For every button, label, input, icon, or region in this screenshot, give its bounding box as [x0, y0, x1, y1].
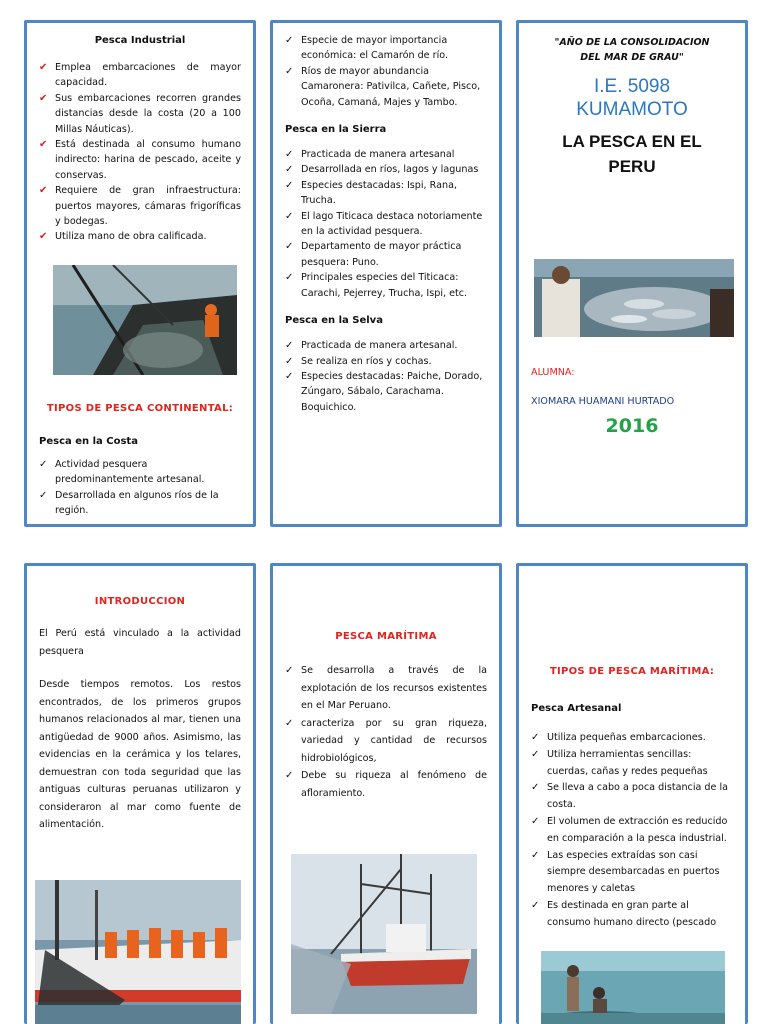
tipos-pesca-maritima-title: TIPOS DE PESCA MARÍTIMA: [549, 666, 715, 677]
student-label: ALUMNA: [531, 367, 575, 378]
check-icon: ✓ [285, 241, 294, 253]
check-icon: ✓ [531, 815, 540, 827]
list-item: ✓ Ríos de mayor abundancia Camaronera: Pativilca, Cañete, Pisco, Ocoña, Camaná, Majes y Tambo. [285, 65, 481, 108]
list-item: ✓ caracteriza por su gran riqueza, variedad y cantidad de recursos hidrobiológicos, [285, 715, 487, 768]
pesca-industrial-list [39, 60, 241, 245]
panel-tipos-pesca-maritima [516, 563, 748, 1024]
check-icon: ✓ [285, 340, 294, 352]
list-item: ✓ El lago Titicaca destaca notoriamente en la actividad pesquera. [285, 210, 483, 238]
check-icon: ✓ [531, 782, 540, 794]
brochure-title-line-1: LA PESCA EN EL [562, 132, 702, 151]
red-check-icon: ✔ [39, 139, 48, 151]
panel-pesca-sierra-selva [270, 20, 502, 527]
list-item: ✓ Principales especies del Titicaca: Carachi, Pejerrey, Trucha, Ispi, etc. [285, 272, 468, 299]
fishing-boat-crew-photo [35, 880, 241, 1024]
list-item: ✓ Especie de mayor importancia económica: el Camarón de río. [285, 35, 448, 62]
check-icon: ✓ [531, 849, 540, 861]
list-item: ✔ Está destinada al consumo humano indirecto: harina de pescado, aceite y conservas. [39, 139, 241, 181]
student-name: XIOMARA HUAMANI HURTADO [531, 396, 675, 407]
list-item: ✓ Debe su riqueza al fenómeno de afloramiento. [285, 767, 487, 802]
pesca-costa-list [39, 457, 241, 519]
year-label: 2016 [605, 415, 659, 437]
pesca-sierra-heading: Pesca en la Sierra [285, 124, 387, 136]
pesca-maritima-heading: PESCA MARÍTIMA [335, 631, 437, 642]
red-check-icon: ✔ [39, 62, 48, 73]
intro-paragraph-2: Desde tiempos remotos. Los restos encontrados, de los primeros grupos humanos relacionados al mar, tienen una antigüedad de 9000 años. Asimismo, las evidencias en la cerámica y los telares, demuestran con toda seguridad que las antiguas culturas peruanas utilizaron y consideraron al mar como fuente de alimentación. [39, 679, 241, 830]
check-icon: ✓ [285, 355, 294, 367]
check-icon: ✓ [285, 65, 294, 77]
list-item: ✓ Las especies extraídas son casi siempre desembarcadas en puertos menores y caletas [531, 849, 720, 895]
industrial-fishing-photo [53, 265, 237, 375]
list-item: ✓ El volumen de extracción es reducido en comparación a la pesca industrial. [531, 815, 728, 844]
list-item: ✓ Es destinada en gran parte al consumo humano directo (pescado [531, 899, 717, 928]
check-icon: ✓ [285, 665, 294, 676]
check-icon: ✓ [285, 179, 294, 191]
list-item: ✓ Especies destacadas: Paiche, Dorado, Zúngaro, Sábalo, Carachama. Boquichico. [285, 370, 483, 413]
list-item: ✓ Departamento de mayor práctica pesquera: Puno. [285, 241, 462, 268]
panel-pesca-industrial [24, 20, 256, 527]
pesca-artesanal-heading: Pesca Artesanal [531, 703, 622, 714]
artisanal-fishing-photo [541, 951, 725, 1024]
list-item: ✓ Desarrollada en ríos, lagos y lagunas [285, 162, 487, 177]
panel-cover [516, 20, 748, 527]
list-item: ✓ Se realiza en ríos y cochas. [285, 354, 487, 369]
check-icon: ✓ [285, 717, 294, 729]
check-icon: ✓ [285, 770, 294, 781]
pesca-selva-heading: Pesca en la Selva [285, 315, 383, 327]
check-icon: ✓ [285, 370, 294, 382]
list-item: ✓ Practicada de manera artesanal [285, 147, 487, 162]
tipos-pesca-continental-title: TIPOS DE PESCA CONTINENTAL: [46, 403, 234, 414]
check-icon: ✓ [285, 272, 294, 284]
red-check-icon: ✔ [39, 231, 48, 243]
list-item: ✔ Requiere de gran infraestructura: puertos mayores, cámaras frigoríficas y bodegas. [39, 185, 241, 228]
check-icon: ✓ [285, 164, 294, 176]
motto-line-1: "AÑO DE LA CONSOLIDACION [554, 37, 710, 48]
pesca-industrial-heading: Pesca Industrial [94, 35, 186, 46]
camaron-list [285, 33, 487, 110]
school-name-line-2: KUMAMOTO [576, 99, 688, 120]
check-icon: ✓ [531, 899, 540, 911]
pesca-sierra-list [285, 147, 487, 301]
list-item: ✓ Utiliza herramientas sencillas: cuerdas, cañas y redes pequeñas [531, 748, 708, 777]
pesca-selva-list [285, 338, 487, 415]
intro-paragraph-1: El Perú está vinculado a la actividad pesquera [39, 628, 241, 657]
school-name-line-1: I.E. 5098 [593, 76, 671, 97]
pesca-costa-heading: Pesca en la Costa [39, 436, 138, 447]
list-item: ✓ Desarrollada en algunos ríos de la región. [39, 489, 219, 517]
list-item: ✓ Utiliza pequeñas embarcaciones. [531, 730, 733, 747]
list-item: ✓ Se lleva a cabo a poca distancia de la costa. [531, 782, 728, 811]
pesca-artesanal-list [531, 730, 733, 932]
motto-line-2: DEL MAR DE GRAU" [580, 52, 684, 63]
red-check-icon: ✔ [39, 185, 48, 197]
list-item: ✓ Especies destacadas: Ispi, Rana, Trucha. [285, 179, 458, 207]
list-item: ✓ Actividad pesquera predominantemente artesanal. [39, 459, 205, 486]
check-icon: ✓ [285, 210, 294, 222]
list-item: ✓ Practicada de manera artesanal. [285, 338, 487, 353]
list-item: ✔ Sus embarcaciones recorren grandes distancias desde la costa (20 a 100 Millas Náuticas). [39, 92, 241, 135]
list-item: ✓ Se desarrolla a través de la explotación de los recursos existentes en el Mar Peruano. [285, 662, 487, 715]
panel-pesca-maritima [270, 563, 502, 1024]
brochure-title-line-2: PERU [608, 157, 656, 176]
pesca-maritima-list [285, 662, 487, 802]
check-icon: ✓ [531, 732, 540, 743]
check-icon: ✓ [285, 35, 294, 46]
fish-catch-photo [534, 259, 734, 337]
check-icon: ✓ [39, 459, 48, 470]
panel-introduccion [24, 563, 256, 1024]
check-icon: ✓ [39, 489, 48, 501]
introduccion-heading: INTRODUCCION [94, 596, 186, 607]
check-icon: ✓ [531, 748, 540, 760]
list-item: ✔ Emplea embarcaciones de mayor capacidad. [39, 62, 241, 89]
check-icon: ✓ [285, 149, 294, 161]
trawler-boat-photo [291, 854, 477, 1014]
red-check-icon: ✔ [39, 92, 48, 104]
list-item: ✔ Utiliza mano de obra calificada. [39, 229, 241, 244]
